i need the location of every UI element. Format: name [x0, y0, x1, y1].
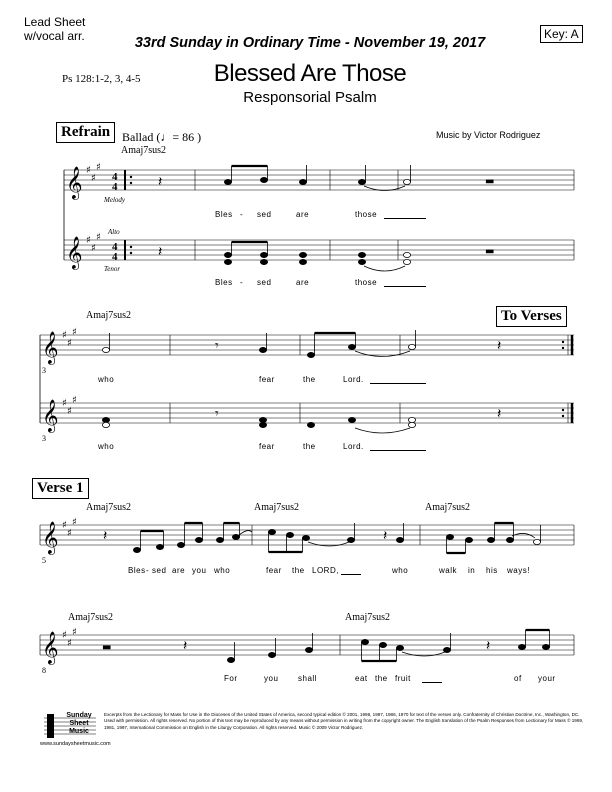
lyric-syllable: the [303, 375, 316, 384]
lyric-syllable: those [355, 210, 378, 219]
lyric-syllable: you [264, 674, 279, 683]
svg-text:♯: ♯ [72, 395, 77, 406]
lyric-extender [370, 383, 426, 384]
lyric-syllable: fear [266, 566, 282, 575]
psalm-reference: Ps 128:1-2, 3, 4-5 [62, 73, 141, 85]
svg-text:▬: ▬ [485, 246, 495, 257]
svg-text:♯: ♯ [67, 528, 72, 539]
quarter-note-icon: ♩ [160, 130, 173, 144]
svg-text:𝄽: 𝄽 [158, 244, 163, 260]
lyric-syllable: are [296, 210, 310, 219]
svg-text:♯: ♯ [91, 173, 96, 184]
svg-text:𝄾: 𝄾 [215, 338, 219, 354]
section-verse1: Verse 1 [32, 478, 89, 499]
svg-text:4: 4 [112, 241, 118, 253]
svg-text:▬: ▬ [485, 176, 495, 187]
lyric-syllable: the [292, 566, 305, 575]
svg-text:𝄾: 𝄾 [215, 406, 219, 422]
lyric-syllable: Bles [128, 566, 146, 575]
lyric-syllable: Lord. [343, 442, 364, 451]
lyric-syllable: his [486, 566, 498, 575]
lyric-extender [370, 450, 426, 451]
staff-label-alto: Alto [108, 228, 120, 236]
staff-lines [40, 170, 574, 655]
svg-text:♯: ♯ [67, 406, 72, 417]
tempo-value: = 86 ) [172, 130, 202, 144]
lyric-syllable: who [98, 375, 115, 384]
tempo-prefix: Ballad ( [122, 130, 161, 144]
doc-type-line1: Lead Sheet [24, 15, 86, 29]
svg-text:𝄽: 𝄽 [158, 174, 163, 190]
occasion-title: 33rd Sunday in Ordinary Time - November 19, 2017 [134, 35, 486, 51]
lyric-syllable: walk [439, 566, 458, 575]
lyric-syllable: LORD, [312, 566, 339, 575]
lyric-extender [422, 682, 442, 683]
lyric-syllable: Bles [215, 278, 233, 287]
svg-text:♯: ♯ [91, 243, 96, 254]
publisher-url[interactable]: www.sundaysheetmusic.com [40, 741, 111, 747]
chord-symbol: Amaj7sus2 [86, 502, 131, 513]
lyric-syllable: the [303, 442, 316, 451]
chord-symbol: Amaj7sus2 [345, 612, 390, 623]
lyric-syllable: ways! [507, 566, 530, 575]
svg-text:♯: ♯ [72, 627, 77, 638]
lyric-syllable: the [375, 674, 388, 683]
lyric-extender [384, 286, 426, 287]
lyric-syllable: those [355, 278, 378, 287]
svg-text:♯: ♯ [72, 327, 77, 338]
measure-number: 5 [42, 556, 46, 565]
lyric-syllable: - [146, 566, 150, 575]
svg-text:4: 4 [112, 181, 118, 193]
lyric-syllable: fruit [395, 674, 411, 683]
svg-text:♯: ♯ [96, 162, 101, 173]
lyric-syllable: who [98, 442, 115, 451]
svg-text:♯: ♯ [86, 235, 91, 246]
lyric-syllable: who [392, 566, 409, 575]
lyric-syllable: For [224, 674, 238, 683]
copyright-notice: Excerpts from the Lectionary for Mass for Use in the Dioceses of the United States of America, second typical edition © 2001, 1998, 1997, 1986, 1970 for text of the verses only. Confraternity of Christian Doctrine, Inc., Washington, DC. Used with permission. All rights reserved. No portion of this text may be reproduced by any means without permission in writing from the copyright owner. The English translation of the Psalm Responses from Lectionary for Mass © 1969, 1981, 1997, International Commission on English in the Liturgy Corporation. All rights reserved. Music © 2009 Victor Rodriguez. [104, 712, 584, 730]
svg-text:𝄞: 𝄞 [66, 236, 83, 269]
lyric-syllable: are [296, 278, 310, 287]
svg-text:𝄽: 𝄽 [183, 638, 188, 654]
lyric-syllable: who [214, 566, 231, 575]
key-badge: Key: A [540, 25, 583, 43]
chord-symbol: Amaj7sus2 [425, 502, 470, 513]
svg-text:♯: ♯ [86, 165, 91, 176]
svg-text:▬: ▬ [102, 642, 112, 653]
chord-symbol: Amaj7sus2 [86, 310, 131, 321]
svg-text:♯: ♯ [67, 338, 72, 349]
lyric-syllable: Bles [215, 210, 233, 219]
svg-text:♯: ♯ [72, 517, 77, 528]
staff-label-melody: Melody [104, 196, 125, 204]
lyric-syllable: you [192, 566, 207, 575]
measure-number: 8 [42, 666, 46, 675]
lyric-syllable: fear [259, 375, 275, 384]
svg-text:𝄞: 𝄞 [42, 521, 59, 554]
logo-wordmark [62, 712, 96, 736]
svg-text:♯: ♯ [62, 398, 67, 409]
lyric-syllable: Lord. [343, 375, 364, 384]
svg-text:𝄽: 𝄽 [383, 528, 388, 544]
lyric-syllable: your [538, 674, 556, 683]
lyric-syllable: of [514, 674, 522, 683]
logo-line1: Sunday [66, 712, 92, 719]
doc-type-line2: w/vocal arr. [24, 29, 85, 43]
svg-text:4: 4 [112, 171, 118, 183]
lyric-syllable: sed [257, 210, 272, 219]
lyric-syllable: eat [355, 674, 368, 683]
measure-number: 3 [42, 434, 46, 443]
lyric-syllable: - [240, 210, 244, 219]
lyric-extender [341, 574, 361, 575]
svg-text:♯: ♯ [62, 520, 67, 531]
song-subtitle: Responsorial Psalm [243, 89, 377, 106]
lyric-syllable: in [468, 566, 476, 575]
svg-text:♯: ♯ [67, 638, 72, 649]
song-title: Blessed Are Those [213, 60, 407, 87]
lyric-extender [384, 218, 426, 219]
svg-text:♯: ♯ [62, 330, 67, 341]
lyric-syllable: are [172, 566, 186, 575]
staff-label-tenor: Tenor [104, 265, 121, 273]
composer-credit: Music by Victor Rodriguez [436, 130, 541, 140]
lyric-syllable: - [240, 278, 244, 287]
lyric-syllable: fear [259, 442, 275, 451]
section-to-verses: To Verses [496, 306, 567, 327]
section-refrain: Refrain [56, 122, 115, 143]
svg-text:𝄽: 𝄽 [497, 338, 502, 354]
measure-number: 3 [42, 366, 46, 375]
svg-text:𝄽: 𝄽 [486, 638, 491, 654]
chord-symbol: Amaj7sus2 [254, 502, 299, 513]
svg-text:𝄞: 𝄞 [42, 331, 59, 364]
svg-text:𝄞: 𝄞 [42, 399, 59, 432]
svg-text:𝄞: 𝄞 [42, 631, 59, 664]
svg-text:♯: ♯ [96, 232, 101, 243]
svg-text:4: 4 [112, 251, 118, 263]
chord-symbol: Amaj7sus2 [121, 145, 166, 156]
svg-text:♯: ♯ [62, 630, 67, 641]
lyric-syllable: sed [152, 566, 167, 575]
svg-text:𝄞: 𝄞 [66, 166, 83, 199]
lyric-syllable: shall [298, 674, 317, 683]
lyric-syllable: sed [257, 278, 272, 287]
logo-line2: Sheet [69, 720, 89, 727]
logo-line3: Music [69, 728, 89, 735]
svg-text:𝄽: 𝄽 [497, 406, 502, 422]
chord-symbol: Amaj7sus2 [68, 612, 113, 623]
svg-text:𝄽: 𝄽 [103, 528, 108, 544]
